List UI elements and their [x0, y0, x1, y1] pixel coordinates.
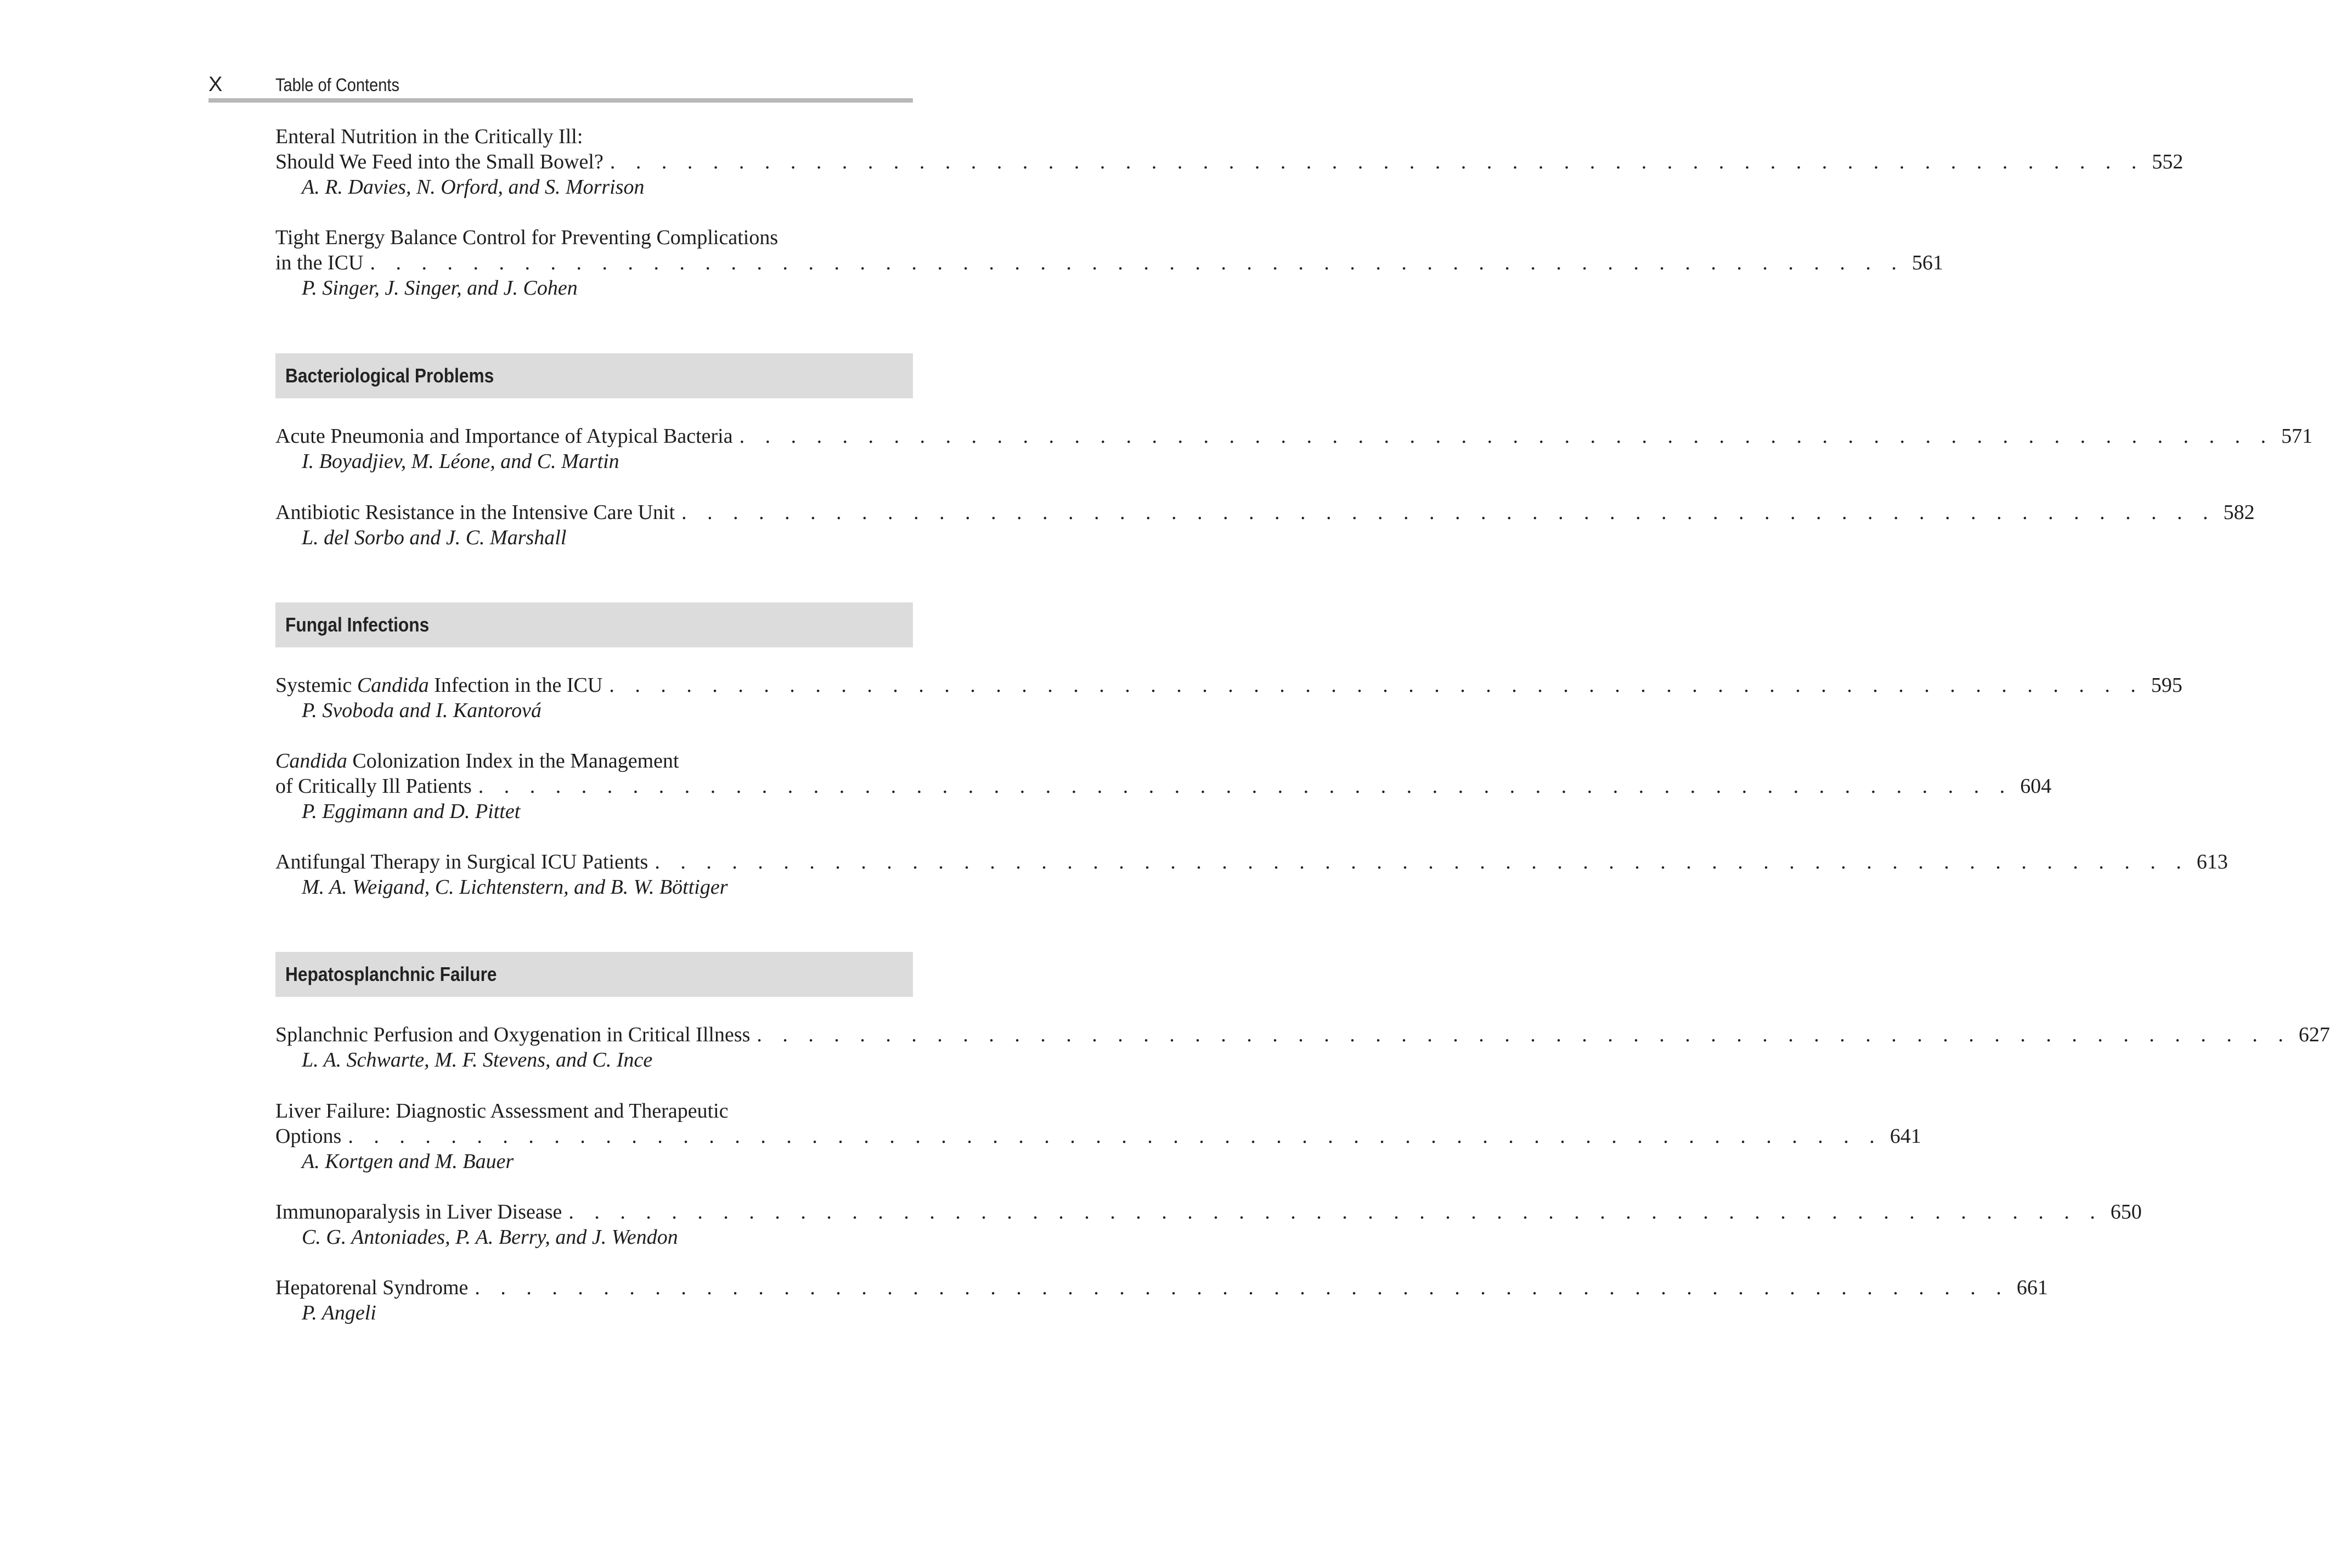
entry-title-line [275, 1124, 1921, 1149]
dot-leader: . . . . . . . . . . . . . . . . . . . . . . . . . . . . . . . . . . . . . . . . . . . . . . . . . . . . . . . . . . . . [348, 1125, 1882, 1148]
toc-entry[interactable] [275, 124, 2184, 200]
entry-title-text: in the ICU [275, 251, 364, 274]
toc-entry[interactable] [275, 673, 2182, 723]
entry-authors: P. Svoboda and I. Kantorová [302, 699, 541, 722]
toc-entry[interactable] [275, 424, 2313, 474]
entry-page-number: 641 [1889, 1125, 1921, 1148]
dot-leader: . . . . . . . . . . . . . . . . . . . . . . . . . . . . . . . . . . . . . . . . . . . . . . . . . . . . . . . . . . . . [757, 1023, 2291, 1046]
entry-authors: P. Eggimann and D. Pittet [302, 800, 521, 823]
entry-title-line [275, 774, 2052, 799]
dot-leader: . . . . . . . . . . . . . . . . . . . . . . . . . . . . . . . . . . . . . . . . . . . . . . . . . . . . . . . . . . . . [478, 775, 2013, 798]
entry-authors: A. R. Davies, N. Orford, and S. Morrison [302, 176, 645, 199]
entry-page-number: 613 [2196, 850, 2228, 873]
entry-title-line [275, 1275, 2048, 1300]
entry-title-text: Options [275, 1125, 342, 1148]
dot-leader: . . . . . . . . . . . . . . . . . . . . . . . . . . . . . . . . . . . . . . . . . . . . . . . . . . . . . . . . . . . . [609, 674, 2143, 697]
page-number: X [208, 73, 223, 96]
entry-page-number: 604 [2020, 775, 2052, 798]
title-part: Colonization Index in the Management [347, 749, 679, 772]
dot-leader: . . . . . . . . . . . . . . . . . . . . . . . . . . . . . . . . . . . . . . . . . . . . . . . . . . . . . . . . . . . . [655, 850, 2189, 873]
entry-page-number: 571 [2281, 425, 2313, 448]
title-italic-part: Candida [357, 674, 429, 697]
dot-leader: . . . . . . . . . . . . . . . . . . . . . . . . . . . . . . . . . . . . . . . . . . . . . . . . . . . . . . . . . . . . [681, 501, 2216, 524]
entry-page-number: 595 [2151, 674, 2182, 697]
entry-title-line [275, 250, 1943, 275]
entry-title-text: Antifungal Therapy in Surgical ICU Patients [275, 850, 648, 873]
entry-authors: I. Boyadjiev, M. Léone, and C. Martin [302, 450, 619, 473]
entry-title-text [275, 673, 602, 698]
title-part: Systemic [275, 674, 357, 697]
entry-title-line [275, 849, 2228, 875]
section-heading: Bacteriological Problems [285, 364, 494, 387]
title-part: Infection in the ICU [428, 674, 603, 697]
entry-title-line [275, 500, 2255, 525]
entry-authors: C. G. Antoniades, P. A. Berry, and J. Wendon [302, 1226, 678, 1249]
entry-authors: L. A. Schwarte, M. F. Stevens, and C. Ince [302, 1048, 653, 1071]
entry-title-line: Enteral Nutrition in the Critically Ill: [275, 125, 583, 148]
dot-leader: . . . . . . . . . . . . . . . . . . . . . . . . . . . . . . . . . . . . . . . . . . . . . . . . . . . . . . . . . . . . [568, 1200, 2103, 1223]
running-title: Table of Contents [275, 75, 400, 95]
entry-title-text: Antibiotic Resistance in the Intensive Care Unit [275, 501, 675, 524]
entry-page-number: 627 [2298, 1023, 2330, 1046]
dot-leader: . . . . . . . . . . . . . . . . . . . . . . . . . . . . . . . . . . . . . . . . . . . . . . . . . . . . . . . . . . . . [610, 150, 2145, 173]
entry-page-number: 661 [2016, 1276, 2048, 1299]
entry-authors: L. del Sorbo and J. C. Marshall [302, 526, 567, 549]
toc-entry[interactable] [275, 225, 1943, 301]
entry-page-number: 552 [2152, 150, 2184, 173]
entry-title-line [275, 673, 2182, 698]
entry-title-text: Immunoparalysis in Liver Disease [275, 1200, 562, 1223]
dot-leader: . . . . . . . . . . . . . . . . . . . . . . . . . . . . . . . . . . . . . . . . . . . . . . . . . . . . . . . . . . . . [370, 251, 1904, 274]
toc-entry[interactable] [275, 500, 2255, 550]
dot-leader: . . . . . . . . . . . . . . . . . . . . . . . . . . . . . . . . . . . . . . . . . . . . . . . . . . . . . . . . . . . . [739, 425, 2274, 448]
entry-title-text: of Critically Ill Patients [275, 775, 472, 798]
entry-title-text: Should We Feed into the Small Bowel? [275, 150, 603, 173]
section-heading: Hepatosplanchnic Failure [285, 963, 497, 985]
entry-title-line [275, 1022, 2330, 1047]
toc-entry[interactable] [275, 1022, 2330, 1073]
entry-authors: P. Singer, J. Singer, and J. Cohen [302, 277, 578, 300]
entry-title-line: Tight Energy Balance Control for Preventing Complications [275, 226, 778, 249]
entry-title-line: Liver Failure: Diagnostic Assessment and Therapeutic [275, 1099, 729, 1123]
entry-title-text: Acute Pneumonia and Importance of Atypical Bacteria [275, 425, 733, 448]
entry-title-text: Hepatorenal Syndrome [275, 1276, 469, 1299]
entry-authors: A. Kortgen and M. Bauer [302, 1150, 514, 1173]
section-heading-band [275, 353, 913, 398]
section-heading-band [275, 602, 913, 647]
entry-authors: M. A. Weigand, C. Lichtenstern, and B. W. Böttiger [302, 876, 728, 899]
section-heading: Fungal Infections [285, 613, 430, 636]
entry-title-line [275, 1199, 2142, 1225]
toc-entry[interactable] [275, 1098, 1921, 1174]
entry-title-line [275, 149, 2184, 174]
title-italic-part: Candida [275, 749, 347, 772]
toc-entry[interactable] [275, 748, 2052, 824]
entry-title-line [275, 424, 2313, 449]
header-rule [208, 98, 913, 103]
entry-page-number: 650 [2110, 1200, 2142, 1223]
entry-authors: P. Angeli [302, 1301, 376, 1324]
entry-page-number: 561 [1911, 251, 1943, 274]
entry-title-line [275, 748, 913, 774]
toc-entry[interactable] [275, 1199, 2142, 1250]
entry-title-text: Splanchnic Perfusion and Oxygenation in Critical Illness [275, 1023, 751, 1046]
section-heading-band [275, 952, 913, 997]
dot-leader: . . . . . . . . . . . . . . . . . . . . . . . . . . . . . . . . . . . . . . . . . . . . . . . . . . . . . . . . . . . . [475, 1276, 2009, 1299]
toc-entry[interactable] [275, 849, 2228, 900]
entry-page-number: 582 [2223, 501, 2255, 524]
toc-entry[interactable] [275, 1275, 2048, 1326]
